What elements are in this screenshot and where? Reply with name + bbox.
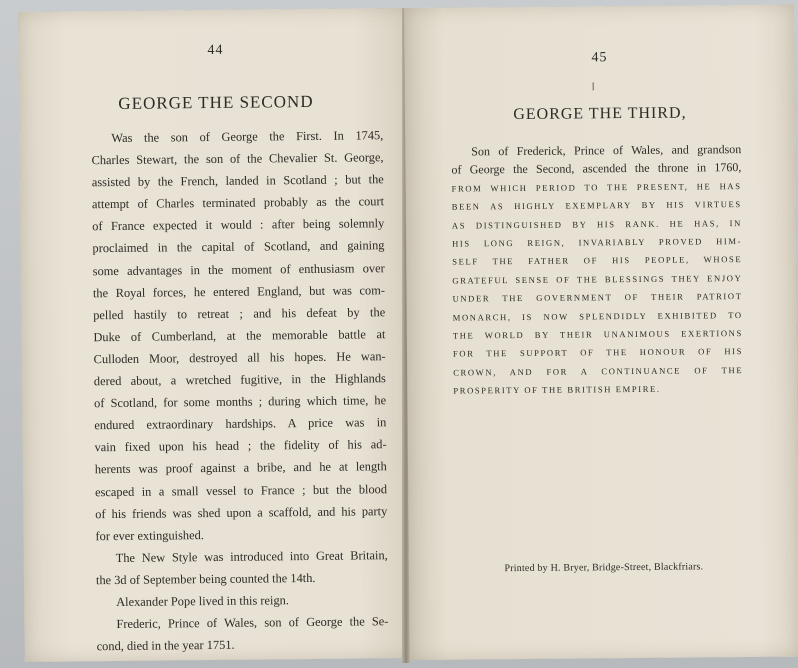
text-line: herents was proof against a bribe, and he at length [94, 459, 387, 477]
text-line: escaped in a small vessel to France ; but the blood [94, 481, 388, 499]
text-line: cond, died in the year 1751. [96, 637, 235, 654]
text-line: of his friends was shed upon a scaffold, and his party [95, 503, 388, 521]
text-line: for ever extinguished. [95, 527, 204, 543]
text-line: FOR THE SUPPORT OF THE HONOUR OF HIS [452, 346, 744, 360]
text-line: MONARCH, IS NOW SPLENDIDLY EXHIBITED TO [452, 309, 743, 323]
text-line: The New Style was introduced into Great Britain, [115, 547, 388, 565]
text-line: endured extraordinary hardships. A price was in [94, 415, 387, 433]
text-line: of France expected it would : after being solemnly [92, 216, 385, 234]
text-line: dered about, a wretched fugitive, in the Highlands [93, 371, 386, 389]
right-page-body-text [451, 140, 743, 400]
text-line: Duke of Cumberland, at the memorable battle at [93, 327, 386, 345]
text-line: proclaimed in the capital of Scotland, and gaining [92, 238, 385, 256]
text-line: CROWN, AND FOR A CONTINUANCE OF THE [453, 364, 744, 378]
text-line: some advantages in the moment of enthusiasm over [92, 260, 385, 278]
right-page [404, 5, 798, 660]
left-page-body-text [91, 124, 389, 657]
chapter-title-george-the-third: GEORGE THE THIRD, [513, 104, 687, 124]
chapter-title-george-the-second: GEORGE THE SECOND [118, 91, 314, 113]
text-line: UNDER THE GOVERNMENT OF THEIR PATRIOT [452, 291, 743, 304]
text-line: FROM WHICH PERIOD TO THE PRESENT, HE HAS [451, 180, 742, 194]
text-line: BEEN AS HIGHLY EXEMPLARY BY HIS VIRTUES [451, 199, 742, 212]
text-line: the Royal forces, he entered England, but was com- [92, 282, 386, 300]
text-line: Culloden Moor, destroyed all his hopes. He wan- [93, 349, 386, 367]
text-line: SELF THE FATHER OF HIS PEOPLE, WHOSE [452, 254, 743, 268]
left-page [18, 8, 419, 662]
text-line: the 3d of September being counted the 14th. [95, 570, 316, 588]
page-number-right: 45 [591, 50, 608, 66]
ink-mark [593, 82, 594, 90]
text-line: pelled hastily to retreat ; and his defeat by the [93, 304, 386, 322]
text-line: attempt of Charles terminated probably as the court [91, 194, 385, 212]
text-line: Son of Frederick, Prince of Wales, and grandson [471, 142, 742, 159]
text-line: Was the son of George the First. In 1745, [111, 128, 384, 146]
text-line: of George the Second, ascended the throne in 1760, [451, 160, 742, 177]
printer-imprint: Printed by H. Bryer, Bridge-Street, Blackfriars. [504, 561, 704, 575]
text-line: THE WORLD BY THEIR UNANIMOUS EXERTIONS [452, 328, 743, 341]
text-line: of Scotland, for some months ; during which time, he [94, 393, 387, 411]
text-line: AS DISTINGUISHED BY HIS RANK. HE HAS, IN [451, 217, 742, 231]
text-line: assisted by the French, landed in Scotland ; but the [91, 172, 384, 190]
text-line: GRATEFUL SENSE OF THE BLESSINGS THEY ENJOY [452, 272, 743, 286]
page-number-left: 44 [207, 42, 224, 59]
text-line: PROSPERITY OF THE BRITISH EMPIRE. [453, 384, 661, 396]
text-line: vain fixed upon his head ; the fidelity of his ad- [94, 437, 387, 455]
text-line: Alexander Pope lived in this reign. [116, 593, 289, 609]
text-line: Frederic, Prince of Wales, son of George the Se- [116, 614, 389, 632]
text-line: Charles Stewart, the son of the Chevalier St. George, [91, 150, 384, 168]
text-line: HIS LONG REIGN, INVARIABLY PROVED HIM- [452, 236, 743, 249]
